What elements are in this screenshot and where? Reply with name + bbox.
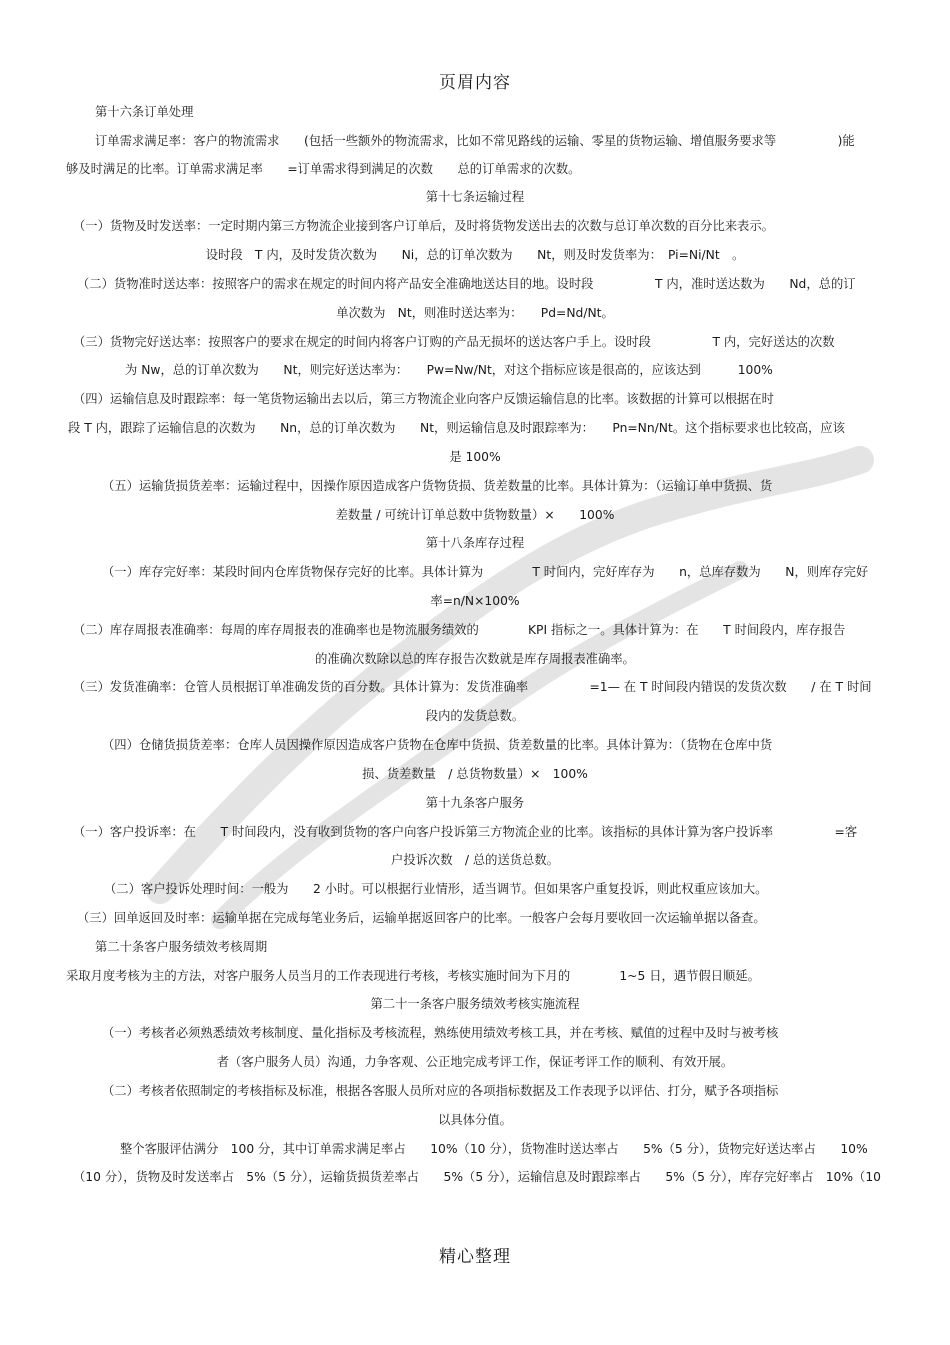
text-line: 差数量 / 可统计订单总数中货物数量）× 100%: [335, 508, 615, 522]
article-21-title: 第二十一条客户服务绩效考核实施流程: [370, 997, 580, 1011]
article-20-title: 第二十条客户服务绩效考核周期: [95, 940, 268, 954]
text-line: 为 Nw，总的订单次数为 Nt，则完好送达率为： Pw=Nw/Nt，对这个指标应该是很高的，应该达到 100%: [125, 363, 773, 377]
text-line: （四）仓储货损货差率：仓库人员因操作原因造成客户货物在仓库中货损、货差数量的比率。具体计算为：（货物在仓库中货: [102, 738, 773, 752]
text-line: 是 100%: [449, 450, 501, 464]
text-line: 户投诉次数 / 总的送货总数。: [391, 853, 559, 867]
text-line: 订单需求满足率：客户的物流需求 (包括一些额外的物流需求，比如不常见路线的运输、零星的货物运输、增值服务要求等 )能: [95, 134, 855, 148]
text-line: 率=n/N×100%: [430, 594, 520, 608]
article-18-title: 第十八条库存过程: [425, 536, 525, 550]
text-line: （五）运输货损货差率：运输过程中，因操作原因造成客户货物货损、货差数量的比率。具体计算为：（运输订单中货损、货: [102, 479, 773, 493]
text-line: （一）考核者必须熟悉绩效考核制度、量化指标及考核流程，熟练使用绩效考核工具，并在考核、赋值的过程中及时与被考核: [102, 1026, 779, 1040]
text-line: （三）货物完好送达率：按照客户的要求在规定的时间内将客户订购的产品无损坏的送达客户手上。设时段 T 内，完好送达的次数: [73, 335, 835, 349]
text-line: （二）库存周报表准确率：每周的库存周报表的准确率也是物流服务绩效的 KPI 指标之一。具体计算为：在 T 时间段内，库存报告: [73, 623, 846, 637]
text-line: （二）客户投诉处理时间：一般为 2 小时。可以根据行业情形，适当调节。但如果客户重复投诉，则此权重应该加大。: [104, 882, 768, 896]
text-line: 设时段 T 内，及时发货次数为 Ni，总的订单次数为 Nt，则及时发货率为： Pi=Ni/Nt 。: [205, 248, 745, 262]
text-line: （四）运输信息及时跟踪率：每一笔货物运输出去以后，第三方物流企业向客户反馈运输信息的比率。该数据的计算可以根据在时: [73, 392, 774, 406]
article-17-title: 第十七条运输过程: [425, 190, 525, 204]
text-line: 段 T 内，跟踪了运输信息的次数为 Nn，总的订单次数为 Nt，则运输信息及时跟踪率为： Pn=Nn/Nt。这个指标要求也比较高，应该: [68, 421, 845, 435]
text-line: （三）发货准确率：仓管人员根据订单准确发货的百分数。具体计算为：发货准确率 =1— 在 T 时间段内错误的发货次数 / 在 T 时间: [73, 680, 872, 694]
text-line: 整个客服评估满分 100 分，其中订单需求满足率占 10%（10 分），货物准时送达率占 5%（5 分），货物完好送达率占 10%: [120, 1142, 868, 1156]
text-line: 以具体分值。: [438, 1113, 512, 1127]
text-line: 够及时满足的比率。订单需求满足率 =订单需求得到满足的次数 总的订单需求的次数。: [66, 162, 581, 176]
text-line: 损、货差数量 / 总货物数量）× 100%: [362, 767, 588, 781]
article-19-title: 第十九条客户服务: [425, 796, 525, 810]
text-line: （一）货物及时发送率：一定时期内第三方物流企业接到客户订单后，及时将货物发送出去的次数与总订单次数的百分比来表示。: [73, 219, 774, 233]
article-16-title: 第十六条订单处理: [95, 105, 194, 119]
text-line: （二）考核者依照制定的考核指标及标准，根据各客服人员所对应的各项指标数据及工作表现予以评估、打分，赋予各项指标: [102, 1084, 779, 1098]
text-line: 采取月度考核为主的方法，对客户服务人员当月的工作表现进行考核，考核实施时间为下月的 1~5 日，遇节假日顺延。: [66, 969, 760, 983]
text-line: 段内的发货总数。: [425, 709, 525, 723]
text-line: 的准确次数除以总的库存报告次数就是库存周报表准确率。: [315, 652, 635, 666]
text-line: （二）货物准时送达率：按照客户的需求在规定的时间内将产品安全准确地送达目的地。设时段 T 内，准时送达数为 Nd，总的订: [77, 277, 856, 291]
page-header: 页眉内容: [439, 73, 511, 93]
text-line: （一）库存完好率：某段时间内仓库货物保存完好的比率。具体计算为 T 时间内，完好库存为 n，总库存数为 N，则库存完好: [102, 565, 869, 579]
text-line: 单次数为 Nt，则准时送达率为： Pd=Nd/Nt。: [336, 306, 614, 320]
text-line: （三）回单返回及时率：运输单据在完成每笔业务后，运输单据返回客户的比率。一般客户会每月要收回一次运输单据以备查。: [77, 911, 766, 925]
text-line: （10 分），货物及时发送率占 5%（5 分），运输货损货差率占 5%（5 分），运输信息及时跟踪率占 5%（5 分），库存完好率占 10%（10: [73, 1170, 881, 1184]
page-footer: 精心整理: [439, 1247, 511, 1267]
text-line: （一）客户投诉率：在 T 时间段内，没有收到货物的客户向客户投诉第三方物流企业的比率。该指标的具体计算为客户投诉率 =客: [73, 825, 858, 839]
text-line: 者（客户服务人员）沟通，力争客观、公正地完成考评工作，保证考评工作的顺利、有效开展。: [216, 1055, 734, 1069]
